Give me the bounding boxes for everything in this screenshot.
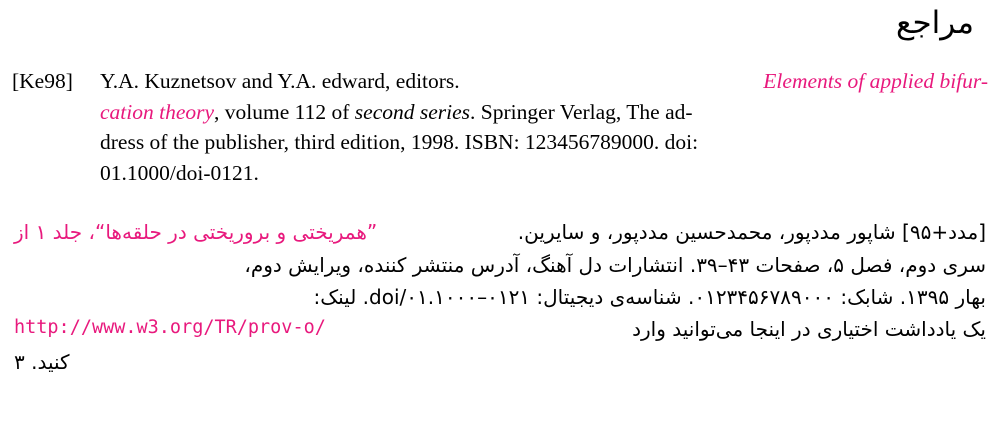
entry-note-end: کنید. ۳ bbox=[14, 349, 70, 374]
entry-line bbox=[14, 249, 986, 281]
entry-text: dress of the publisher, third edition, 1998. ISBN: 123456789000. doi: bbox=[100, 130, 699, 155]
entry-url-link[interactable]: http://www.w3.org/TR/prov-o/ bbox=[14, 317, 326, 339]
bibliography-entry-latin bbox=[12, 66, 988, 188]
entry-line bbox=[100, 127, 988, 158]
entry-text: . Springer Verlag, The ad- bbox=[470, 99, 693, 124]
entry-line bbox=[14, 216, 986, 248]
entry-text: Y.A. Kuznetsov and Y.A. edward, editors. bbox=[100, 69, 460, 94]
series-name: second series bbox=[354, 99, 471, 124]
work-title-link[interactable]: Elements of applied bifur- bbox=[763, 69, 988, 94]
entry-line bbox=[14, 346, 986, 378]
work-title-link-persian[interactable]: ”همریختی و بروریختی در حلقه‌ها“، جلد ۱ از bbox=[14, 220, 378, 245]
citation-key: [Ke98] bbox=[12, 69, 73, 94]
work-title-link-cont[interactable]: cation theory bbox=[100, 99, 215, 124]
entry-identifiers: بهار ۱۳۹۵. شابک: ۰۱۲۳۴۵۶۷۸۹۰۰۰. شناسه‌ی دیجیتال: ۰۱۲۱–doi/۰۱.۱۰۰۰. لینک: bbox=[313, 284, 986, 309]
entry-note: یک یادداشت اختیاری در اینجا می‌توانید وارد bbox=[632, 317, 986, 342]
entry-line bbox=[100, 66, 988, 97]
entry-line bbox=[100, 158, 988, 189]
bibliography-entry-persian bbox=[12, 216, 988, 378]
entry-text: سری دوم، فصل ۵، صفحات ۴۳–۳۹. انتشارات دل آهنگ، آدرس منتشر کننده، ویرایش دوم، bbox=[244, 252, 986, 277]
entry-line bbox=[14, 281, 986, 313]
entry-doi: 01.1000/doi-0121. bbox=[100, 160, 259, 185]
entry-line bbox=[100, 97, 988, 128]
entry-line bbox=[14, 313, 986, 345]
entry-authors: [مدد+۹۵] شاپور مددپور، محمدحسین مددپور، و سایرین. bbox=[517, 220, 986, 245]
entry-text: , volume 112 of bbox=[214, 99, 355, 124]
document-page bbox=[0, 6, 1000, 435]
page-title: مراجع bbox=[896, 5, 974, 41]
